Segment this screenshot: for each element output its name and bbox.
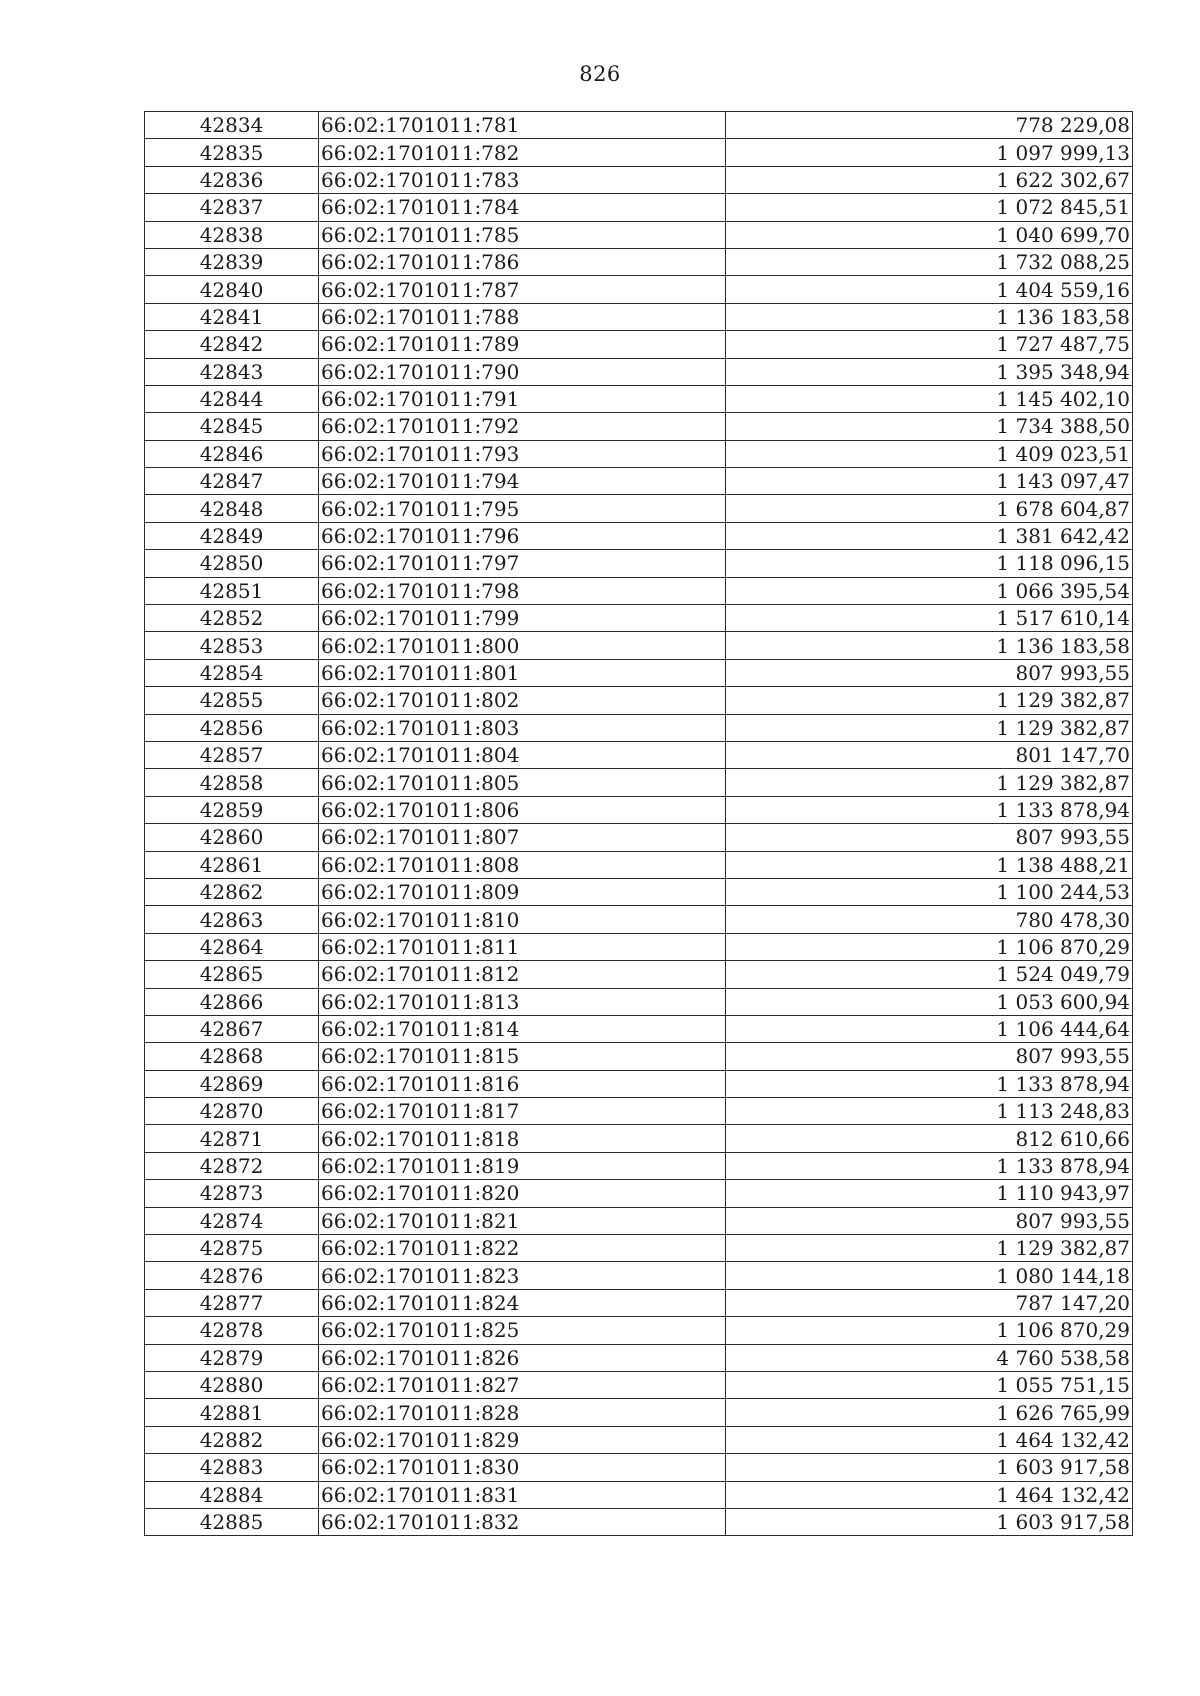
row-number-cell: 42869: [145, 1070, 319, 1097]
table-row: [145, 385, 1133, 412]
row-number-cell: 42856: [145, 714, 319, 741]
cadastral-number-cell: 66:02:1701011:822: [319, 1235, 726, 1262]
cadastral-number-cell: 66:02:1701011:810: [319, 906, 726, 933]
cadastral-value-cell: 1 678 604,87: [726, 495, 1133, 522]
cadastral-number-cell: 66:02:1701011:828: [319, 1399, 726, 1426]
row-number-cell: 42839: [145, 248, 319, 275]
cadastral-number-cell: 66:02:1701011:803: [319, 714, 726, 741]
table-row: [145, 358, 1133, 385]
cadastral-number-cell: 66:02:1701011:781: [319, 112, 726, 139]
cadastral-value-cell: 1 080 144,18: [726, 1262, 1133, 1289]
cadastral-value-cell: 807 993,55: [726, 1207, 1133, 1234]
cadastral-number-cell: 66:02:1701011:792: [319, 413, 726, 440]
cadastral-value-cell: 1 517 610,14: [726, 605, 1133, 632]
row-number-cell: 42842: [145, 331, 319, 358]
row-number-cell: 42875: [145, 1235, 319, 1262]
table-row: [145, 605, 1133, 632]
table-row: [145, 1125, 1133, 1152]
table-row: [145, 1043, 1133, 1070]
cadastral-number-cell: 66:02:1701011:787: [319, 276, 726, 303]
cadastral-number-cell: 66:02:1701011:805: [319, 769, 726, 796]
cadastral-number-cell: 66:02:1701011:797: [319, 550, 726, 577]
row-number-cell: 42858: [145, 769, 319, 796]
cadastral-value-cell: 1 055 751,15: [726, 1371, 1133, 1398]
row-number-cell: 42883: [145, 1454, 319, 1481]
cadastral-number-cell: 66:02:1701011:793: [319, 440, 726, 467]
table-row: [145, 331, 1133, 358]
cadastral-value-cell: 1 626 765,99: [726, 1399, 1133, 1426]
cadastral-value-cell: 780 478,30: [726, 906, 1133, 933]
cadastral-value-cell: 1 097 999,13: [726, 139, 1133, 166]
row-number-cell: 42863: [145, 906, 319, 933]
cadastral-value-cell: 1 053 600,94: [726, 988, 1133, 1015]
table-row: [145, 1344, 1133, 1371]
cadastral-value-cell: 801 147,70: [726, 741, 1133, 768]
cadastral-number-cell: 66:02:1701011:820: [319, 1180, 726, 1207]
table-row: [145, 878, 1133, 905]
table-row: [145, 714, 1133, 741]
row-number-cell: 42879: [145, 1344, 319, 1371]
row-number-cell: 42859: [145, 796, 319, 823]
cadastral-value-table: [144, 111, 1133, 1536]
cadastral-value-cell: 1 066 395,54: [726, 577, 1133, 604]
row-number-cell: 42881: [145, 1399, 319, 1426]
table-row: [145, 1399, 1133, 1426]
table-row: [145, 933, 1133, 960]
cadastral-number-cell: 66:02:1701011:826: [319, 1344, 726, 1371]
table-row: [145, 796, 1133, 823]
cadastral-value-cell: 1 622 302,67: [726, 166, 1133, 193]
table-row: [145, 248, 1133, 275]
cadastral-number-cell: 66:02:1701011:800: [319, 632, 726, 659]
cadastral-value-cell: 812 610,66: [726, 1125, 1133, 1152]
cadastral-number-cell: 66:02:1701011:789: [319, 331, 726, 358]
cadastral-number-cell: 66:02:1701011:783: [319, 166, 726, 193]
cadastral-value-cell: 1 464 132,42: [726, 1481, 1133, 1508]
cadastral-number-cell: 66:02:1701011:799: [319, 605, 726, 632]
cadastral-number-cell: 66:02:1701011:791: [319, 385, 726, 412]
table-row: [145, 961, 1133, 988]
table-row: [145, 1317, 1133, 1344]
row-number-cell: 42864: [145, 933, 319, 960]
cadastral-number-cell: 66:02:1701011:823: [319, 1262, 726, 1289]
table-row: [145, 769, 1133, 796]
cadastral-number-cell: 66:02:1701011:790: [319, 358, 726, 385]
table-row: [145, 1426, 1133, 1453]
cadastral-value-cell: 1 129 382,87: [726, 714, 1133, 741]
row-number-cell: 42872: [145, 1152, 319, 1179]
row-number-cell: 42837: [145, 194, 319, 221]
row-number-cell: 42845: [145, 413, 319, 440]
table-body: [145, 112, 1133, 1536]
cadastral-value-cell: 1 133 878,94: [726, 796, 1133, 823]
cadastral-value-cell: 1 129 382,87: [726, 687, 1133, 714]
cadastral-value-cell: 1 106 870,29: [726, 1317, 1133, 1344]
cadastral-number-cell: 66:02:1701011:794: [319, 468, 726, 495]
cadastral-value-cell: 1 603 917,58: [726, 1454, 1133, 1481]
cadastral-number-cell: 66:02:1701011:807: [319, 824, 726, 851]
cadastral-value-cell: 1 524 049,79: [726, 961, 1133, 988]
table-row: [145, 577, 1133, 604]
cadastral-number-cell: 66:02:1701011:788: [319, 303, 726, 330]
cadastral-value-cell: 1 106 444,64: [726, 1015, 1133, 1042]
row-number-cell: 42877: [145, 1289, 319, 1316]
cadastral-number-cell: 66:02:1701011:812: [319, 961, 726, 988]
cadastral-value-cell: 1 727 487,75: [726, 331, 1133, 358]
row-number-cell: 42834: [145, 112, 319, 139]
cadastral-number-cell: 66:02:1701011:784: [319, 194, 726, 221]
table-row: [145, 1454, 1133, 1481]
row-number-cell: 42849: [145, 522, 319, 549]
row-number-cell: 42885: [145, 1508, 319, 1535]
cadastral-value-cell: 1 110 943,97: [726, 1180, 1133, 1207]
cadastral-value-cell: 1 136 183,58: [726, 632, 1133, 659]
table-row: [145, 1262, 1133, 1289]
row-number-cell: 42835: [145, 139, 319, 166]
table-row: [145, 1207, 1133, 1234]
cadastral-value-cell: 1 395 348,94: [726, 358, 1133, 385]
row-number-cell: 42876: [145, 1262, 319, 1289]
cadastral-value-cell: 807 993,55: [726, 659, 1133, 686]
row-number-cell: 42861: [145, 851, 319, 878]
cadastral-value-cell: 1 732 088,25: [726, 248, 1133, 275]
row-number-cell: 42844: [145, 385, 319, 412]
row-number-cell: 42854: [145, 659, 319, 686]
cadastral-value-cell: 1 133 878,94: [726, 1070, 1133, 1097]
cadastral-number-cell: 66:02:1701011:801: [319, 659, 726, 686]
row-number-cell: 42847: [145, 468, 319, 495]
cadastral-number-cell: 66:02:1701011:818: [319, 1125, 726, 1152]
cadastral-number-cell: 66:02:1701011:831: [319, 1481, 726, 1508]
cadastral-value-cell: 4 760 538,58: [726, 1344, 1133, 1371]
table-row: [145, 1152, 1133, 1179]
table-row: [145, 303, 1133, 330]
cadastral-number-cell: 66:02:1701011:830: [319, 1454, 726, 1481]
table-row: [145, 221, 1133, 248]
table-row: [145, 166, 1133, 193]
row-number-cell: 42852: [145, 605, 319, 632]
row-number-cell: 42874: [145, 1207, 319, 1234]
table-row: [145, 550, 1133, 577]
cadastral-value-cell: 1 129 382,87: [726, 1235, 1133, 1262]
row-number-cell: 42851: [145, 577, 319, 604]
row-number-cell: 42873: [145, 1180, 319, 1207]
row-number-cell: 42868: [145, 1043, 319, 1070]
cadastral-number-cell: 66:02:1701011:832: [319, 1508, 726, 1535]
cadastral-number-cell: 66:02:1701011:795: [319, 495, 726, 522]
cadastral-value-cell: 1 404 559,16: [726, 276, 1133, 303]
table-row: [145, 194, 1133, 221]
cadastral-number-cell: 66:02:1701011:802: [319, 687, 726, 714]
row-number-cell: 42870: [145, 1098, 319, 1125]
cadastral-number-cell: 66:02:1701011:824: [319, 1289, 726, 1316]
cadastral-value-cell: 1 100 244,53: [726, 878, 1133, 905]
cadastral-value-cell: 1 040 699,70: [726, 221, 1133, 248]
table-row: [145, 1070, 1133, 1097]
cadastral-number-cell: 66:02:1701011:806: [319, 796, 726, 823]
cadastral-number-cell: 66:02:1701011:804: [319, 741, 726, 768]
table-row: [145, 1235, 1133, 1262]
cadastral-number-cell: 66:02:1701011:811: [319, 933, 726, 960]
cadastral-value-cell: 1 133 878,94: [726, 1152, 1133, 1179]
cadastral-number-cell: 66:02:1701011:798: [319, 577, 726, 604]
table-row: [145, 1289, 1133, 1316]
cadastral-number-cell: 66:02:1701011:816: [319, 1070, 726, 1097]
cadastral-number-cell: 66:02:1701011:819: [319, 1152, 726, 1179]
row-number-cell: 42882: [145, 1426, 319, 1453]
table-row: [145, 824, 1133, 851]
row-number-cell: 42853: [145, 632, 319, 659]
cadastral-value-cell: 1 129 382,87: [726, 769, 1133, 796]
table-row: [145, 1098, 1133, 1125]
table-row: [145, 112, 1133, 139]
cadastral-number-cell: 66:02:1701011:821: [319, 1207, 726, 1234]
row-number-cell: 42884: [145, 1481, 319, 1508]
cadastral-number-cell: 66:02:1701011:814: [319, 1015, 726, 1042]
row-number-cell: 42878: [145, 1317, 319, 1344]
row-number-cell: 42836: [145, 166, 319, 193]
cadastral-value-cell: 1 409 023,51: [726, 440, 1133, 467]
row-number-cell: 42866: [145, 988, 319, 1015]
table-row: [145, 906, 1133, 933]
table-row: [145, 851, 1133, 878]
page-number: 826: [579, 62, 621, 86]
table-row: [145, 659, 1133, 686]
cadastral-value-cell: 807 993,55: [726, 1043, 1133, 1070]
table-row: [145, 495, 1133, 522]
cadastral-number-cell: 66:02:1701011:786: [319, 248, 726, 275]
row-number-cell: 42850: [145, 550, 319, 577]
cadastral-value-cell: 778 229,08: [726, 112, 1133, 139]
cadastral-value-cell: 1 118 096,15: [726, 550, 1133, 577]
cadastral-value-cell: 1 734 388,50: [726, 413, 1133, 440]
row-number-cell: 42838: [145, 221, 319, 248]
cadastral-number-cell: 66:02:1701011:796: [319, 522, 726, 549]
row-number-cell: 42857: [145, 741, 319, 768]
cadastral-number-cell: 66:02:1701011:817: [319, 1098, 726, 1125]
row-number-cell: 42855: [145, 687, 319, 714]
table-row: [145, 440, 1133, 467]
row-number-cell: 42841: [145, 303, 319, 330]
row-number-cell: 42867: [145, 1015, 319, 1042]
table-row: [145, 1508, 1133, 1535]
cadastral-number-cell: 66:02:1701011:825: [319, 1317, 726, 1344]
table-row: [145, 522, 1133, 549]
table-row: [145, 139, 1133, 166]
table-row: [145, 687, 1133, 714]
table-row: [145, 1481, 1133, 1508]
cadastral-number-cell: 66:02:1701011:808: [319, 851, 726, 878]
cadastral-number-cell: 66:02:1701011:829: [319, 1426, 726, 1453]
cadastral-value-cell: 1 464 132,42: [726, 1426, 1133, 1453]
cadastral-value-cell: 807 993,55: [726, 824, 1133, 851]
cadastral-value-cell: 1 603 917,58: [726, 1508, 1133, 1535]
table-row: [145, 1371, 1133, 1398]
row-number-cell: 42865: [145, 961, 319, 988]
table-row: [145, 632, 1133, 659]
row-number-cell: 42848: [145, 495, 319, 522]
cadastral-number-cell: 66:02:1701011:813: [319, 988, 726, 1015]
cadastral-value-cell: 1 072 845,51: [726, 194, 1133, 221]
table-row: [145, 468, 1133, 495]
table-row: [145, 988, 1133, 1015]
cadastral-value-cell: 787 147,20: [726, 1289, 1133, 1316]
row-number-cell: 42860: [145, 824, 319, 851]
cadastral-number-cell: 66:02:1701011:785: [319, 221, 726, 248]
cadastral-value-cell: 1 145 402,10: [726, 385, 1133, 412]
cadastral-value-cell: 1 113 248,83: [726, 1098, 1133, 1125]
cadastral-value-cell: 1 136 183,58: [726, 303, 1133, 330]
table-row: [145, 276, 1133, 303]
cadastral-value-cell: 1 143 097,47: [726, 468, 1133, 495]
table-row: [145, 1180, 1133, 1207]
table-row: [145, 413, 1133, 440]
row-number-cell: 42843: [145, 358, 319, 385]
table-row: [145, 1015, 1133, 1042]
row-number-cell: 42846: [145, 440, 319, 467]
cadastral-number-cell: 66:02:1701011:782: [319, 139, 726, 166]
cadastral-number-cell: 66:02:1701011:827: [319, 1371, 726, 1398]
cadastral-value-cell: 1 106 870,29: [726, 933, 1133, 960]
cadastral-number-cell: 66:02:1701011:815: [319, 1043, 726, 1070]
row-number-cell: 42871: [145, 1125, 319, 1152]
cadastral-value-cell: 1 381 642,42: [726, 522, 1133, 549]
row-number-cell: 42840: [145, 276, 319, 303]
cadastral-value-cell: 1 138 488,21: [726, 851, 1133, 878]
cadastral-number-cell: 66:02:1701011:809: [319, 878, 726, 905]
row-number-cell: 42862: [145, 878, 319, 905]
table-row: [145, 741, 1133, 768]
row-number-cell: 42880: [145, 1371, 319, 1398]
